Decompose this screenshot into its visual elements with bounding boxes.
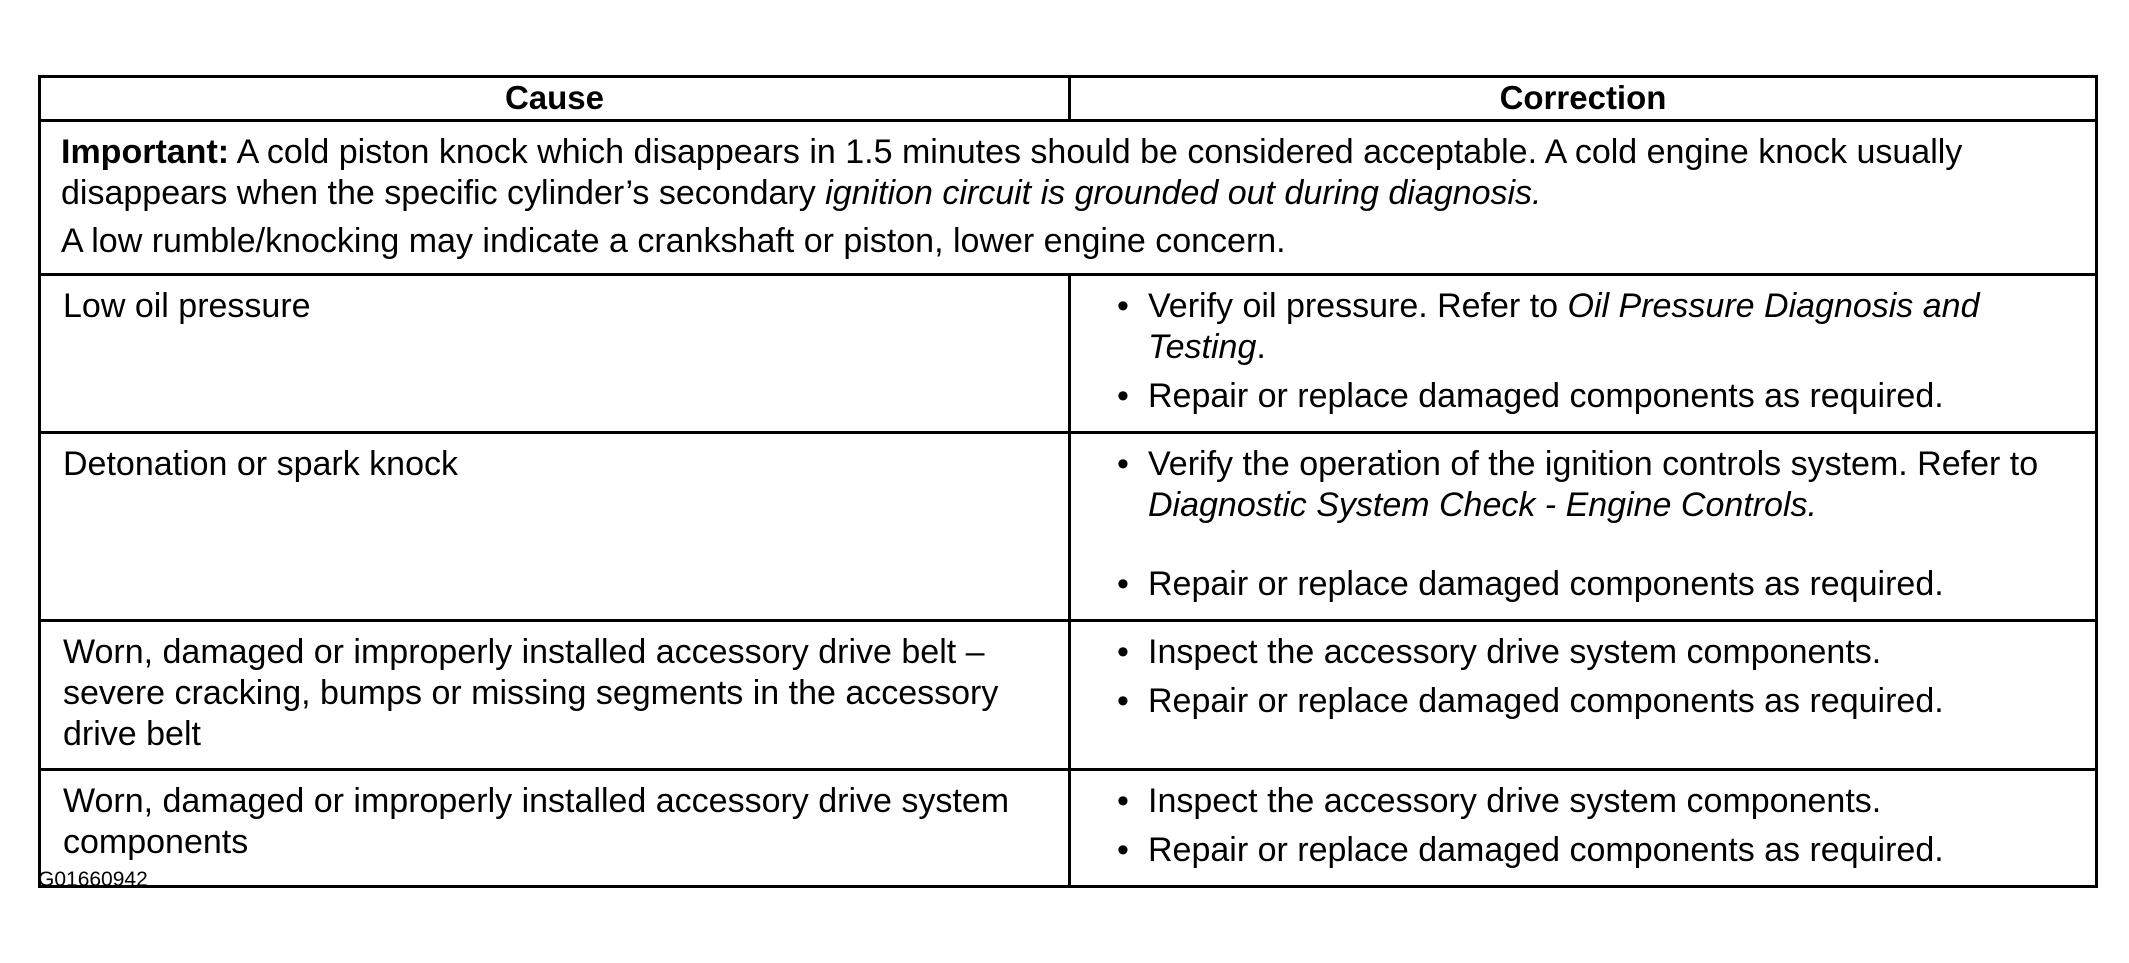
- table-row: [40, 433, 2097, 621]
- table-row: [40, 275, 2097, 433]
- note-paragraph-1: [61, 132, 2075, 214]
- bullet-icon: •: [1117, 287, 1129, 325]
- list-item: [1115, 781, 2081, 822]
- correction-list: [1115, 632, 2081, 722]
- diagnosis-table: [38, 75, 2098, 888]
- list-item: [1115, 286, 2081, 368]
- table-row: [40, 621, 2097, 770]
- table-header-row: [40, 77, 2097, 121]
- correction-text: Repair or replace damaged components as required.: [1148, 831, 1944, 869]
- correction-cell: [1070, 770, 2097, 887]
- note-text-1: A cold piston knock which disappears in 1.5 minutes should be considered acceptable. A cold engine knock usually disappears when the specific cylinder’s secondary: [61, 133, 1963, 212]
- correction-list: [1115, 444, 2081, 605]
- cause-cell: Worn, damaged or improperly installed accessory drive belt – severe cracking, bumps or missing segments in the accessory drive belt: [40, 621, 1070, 770]
- figure-id: G01660942: [38, 868, 148, 891]
- cause-cell: Low oil pressure: [40, 275, 1070, 433]
- correction-text: Inspect the accessory drive system components.: [1148, 782, 1882, 820]
- header-correction: Correction: [1070, 77, 2097, 121]
- bullet-icon: •: [1117, 565, 1129, 603]
- correction-text: Verify the operation of the ignition controls system. Refer to: [1148, 445, 2039, 483]
- list-item: [1115, 444, 2081, 526]
- list-item: [1115, 632, 2081, 673]
- bullet-icon: •: [1117, 445, 1129, 483]
- table-row: [40, 770, 2097, 887]
- correction-text-end: .: [1256, 328, 1266, 366]
- correction-text: Repair or replace damaged components as required.: [1148, 377, 1944, 415]
- bullet-icon: •: [1117, 782, 1129, 820]
- correction-text: Repair or replace damaged components as required.: [1148, 565, 1944, 603]
- note-paragraph-2: A low rumble/knocking may indicate a crankshaft or piston, lower engine concern.: [61, 222, 1286, 260]
- list-item: [1115, 830, 2081, 871]
- header-cause: Cause: [40, 77, 1070, 121]
- bullet-icon: •: [1117, 633, 1129, 671]
- correction-cell: [1070, 433, 2097, 621]
- list-item: [1115, 376, 2081, 417]
- note-label: Important:: [61, 133, 230, 171]
- correction-cell: [1070, 621, 2097, 770]
- correction-text: Repair or replace damaged components as required.: [1148, 682, 1944, 720]
- procedure-reference: Diagnostic System Check - Engine Controls.: [1148, 486, 1817, 524]
- important-note: [40, 121, 2097, 275]
- bullet-icon: •: [1117, 682, 1129, 720]
- correction-text: Inspect the accessory drive system components.: [1148, 633, 1882, 671]
- correction-text: Verify oil pressure. Refer to: [1148, 287, 1568, 325]
- cause-cell: Detonation or spark knock: [40, 433, 1070, 621]
- bullet-icon: •: [1117, 377, 1129, 415]
- cause-cell: Worn, damaged or improperly installed accessory drive system components: [40, 770, 1070, 887]
- bullet-icon: •: [1117, 831, 1129, 869]
- list-item: [1115, 681, 2081, 722]
- correction-list: [1115, 781, 2081, 871]
- important-note-row: [40, 121, 2097, 275]
- note-italic-1: ignition circuit is grounded out during diagnosis.: [825, 174, 1542, 212]
- correction-list: [1115, 286, 2081, 417]
- correction-cell: [1070, 275, 2097, 433]
- list-item: [1115, 564, 2081, 605]
- procedure-reference: Oil Pressure Diagnosis and Testing: [1148, 287, 1980, 366]
